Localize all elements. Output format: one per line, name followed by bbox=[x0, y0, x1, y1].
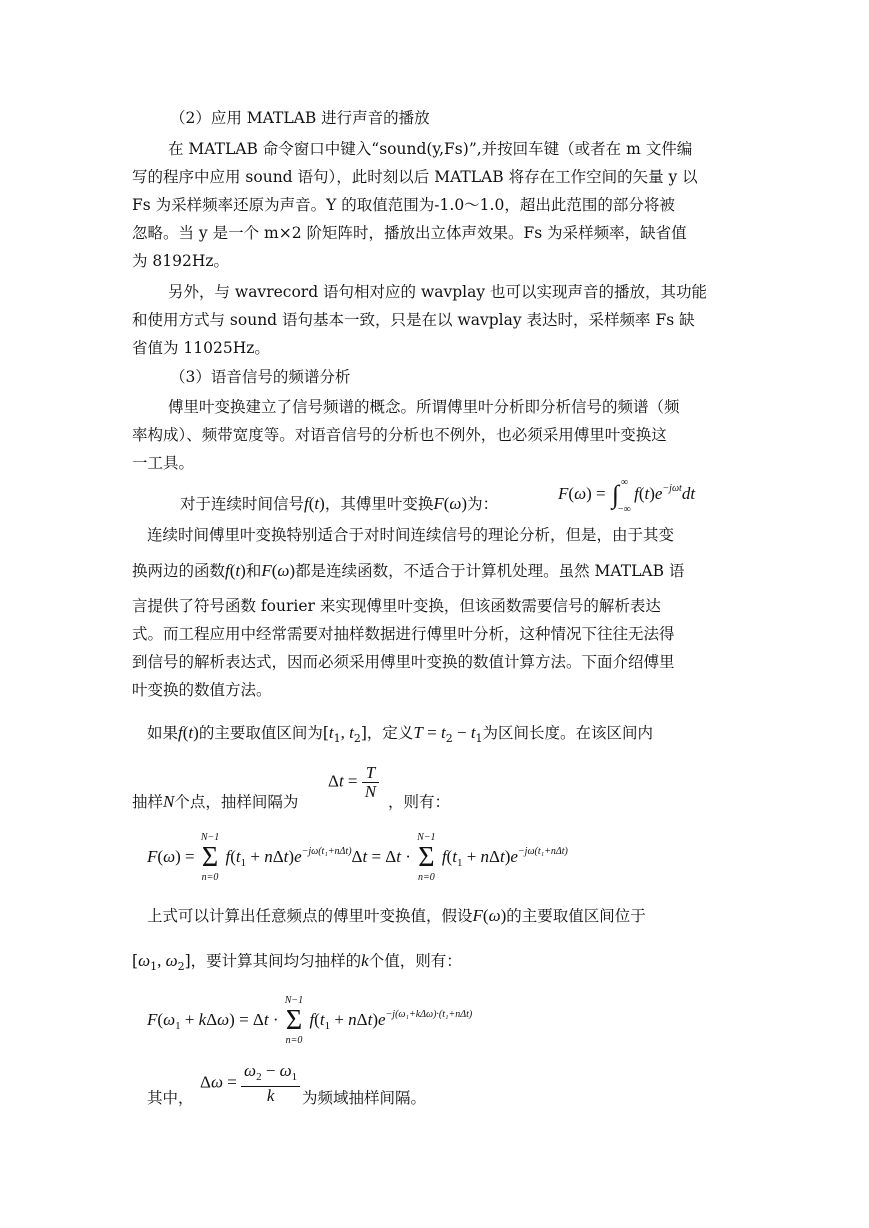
paragraph-line: 上式可以计算出任意频点的傅里叶变换值，假设F(ω)的主要取值区间位于 bbox=[147, 906, 646, 925]
sampled-dft-equation: $F(\omega_1 + k\Delta\omega) = \Delta t$ · N−1 Σ n=0 $f(t_1 + n\Delta t)e^{-j(\omega_1+k\Delta\omega)\cdot(t_1+n\Delta t)}$ bbox=[147, 995, 473, 1046]
paragraph-line: Fs 为采样频率还原为声音。Y 的取值范围为-1.0～1.0，超出此范围的部分将被 bbox=[132, 196, 675, 214]
paragraph-line: 省值为 11025Hz。 bbox=[132, 339, 270, 357]
sampling-interval-equation: Δt = $\frac{T}{N}$ bbox=[328, 764, 379, 801]
paragraph-line: 率构成）、频带宽度等。对语音信号的分析也不例外，也必须采用傅里叶变换这 bbox=[132, 426, 667, 444]
frequency-interval-equation: Δω = $\frac{\omega_2 - \omega_1}{k}$ bbox=[200, 1062, 300, 1105]
paragraph-line: 连续时间傅里叶变换特别适合于对时间连续信号的理论分析，但是，由于其变 bbox=[147, 526, 675, 544]
paragraph-line: 一工具。 bbox=[132, 454, 195, 472]
paragraph-line: 叶变换的数值方法。 bbox=[132, 681, 272, 699]
paragraph-line: 言提供了符号函数 fourier 来实现傅里叶变换，但该函数需要信号的解析表达 bbox=[132, 597, 661, 615]
paragraph-line: 傅里叶变换建立了信号频谱的概念。所谓傅里叶分析即分析信号的频谱（频 bbox=[168, 398, 680, 416]
paragraph-line: 如果f(t)的主要取值区间为[$t_1$, $t_2$]，定义$T = t_2 - t_1$为区间长度。在该区间内 bbox=[147, 723, 654, 745]
paragraph-line: 写的程序中应用 sound 语句），此时刻以后 MATLAB 将存在工作空间的矢量 y 以 bbox=[132, 168, 698, 186]
paragraph-line: 忽略。当 y 是一个 m×2 阶矩阵时，播放出立体声效果。Fs 为采样频率，缺省值 bbox=[132, 224, 687, 242]
paragraph-line: 换两边的函数f(t)和F(ω)都是连续函数，不适合于计算机处理。虽然 MATLAB 语 bbox=[132, 561, 685, 580]
dft-equation: F(ω) = N−1 Σ n=0 $f(t_1 + n\Delta t)e^{-j\omega(t_1+n\Delta t)}\Delta t = \Delta t$ · N−1 Σ n=0 $f(t_1 + n\Delta t)e^{-j\omega(t_1+n\Delta t)}$ bbox=[147, 832, 568, 883]
paragraph-line: ，则有： bbox=[388, 793, 451, 811]
section-3-heading: （3）语音信号的频谱分析 bbox=[170, 368, 351, 386]
paragraph-line: 在 MATLAB 命令窗口中键入“sound(y,Fs)”,并按回车键（或者在 m 文件编 bbox=[168, 140, 693, 158]
paragraph-line: 为 8192Hz。 bbox=[132, 252, 230, 270]
paragraph-line: [$\omega_1$, $\omega_2$]，要计算其间均匀抽样的k个值，则有： bbox=[132, 951, 462, 973]
paragraph-line: 抽样N个点，抽样间隔为 bbox=[132, 792, 299, 811]
paragraph-line: 和使用方式与 sound 语句基本一致，只是在以 wavplay 表达时，采样频率 Fs 缺 bbox=[132, 311, 695, 329]
paragraph-line: 到信号的解析表达式，因而必须采用傅里叶变换的数值计算方法。下面介绍傅里 bbox=[132, 653, 675, 671]
ct-fourier-intro: 对于连续时间信号f(t)，其傅里叶变换F(ω)为： bbox=[180, 494, 499, 513]
paragraph-line: 其中， bbox=[147, 1089, 194, 1107]
ct-fourier-equation: F(ω) = ∫ ∞ −∞ $f(t)e^{-j\omega t}dt$ bbox=[558, 477, 696, 515]
paragraph-line: 式。而工程应用中经常需要对抽样数据进行傅里叶分析，这种情况下往往无法得 bbox=[132, 625, 675, 643]
section-2-heading: （2）应用 MATLAB 进行声音的播放 bbox=[170, 109, 430, 127]
paragraph-line: 为频域抽样间隔。 bbox=[302, 1089, 427, 1107]
paragraph-line: 另外，与 wavrecord 语句相对应的 wavplay 也可以实现声音的播放，其功能 bbox=[168, 283, 708, 301]
